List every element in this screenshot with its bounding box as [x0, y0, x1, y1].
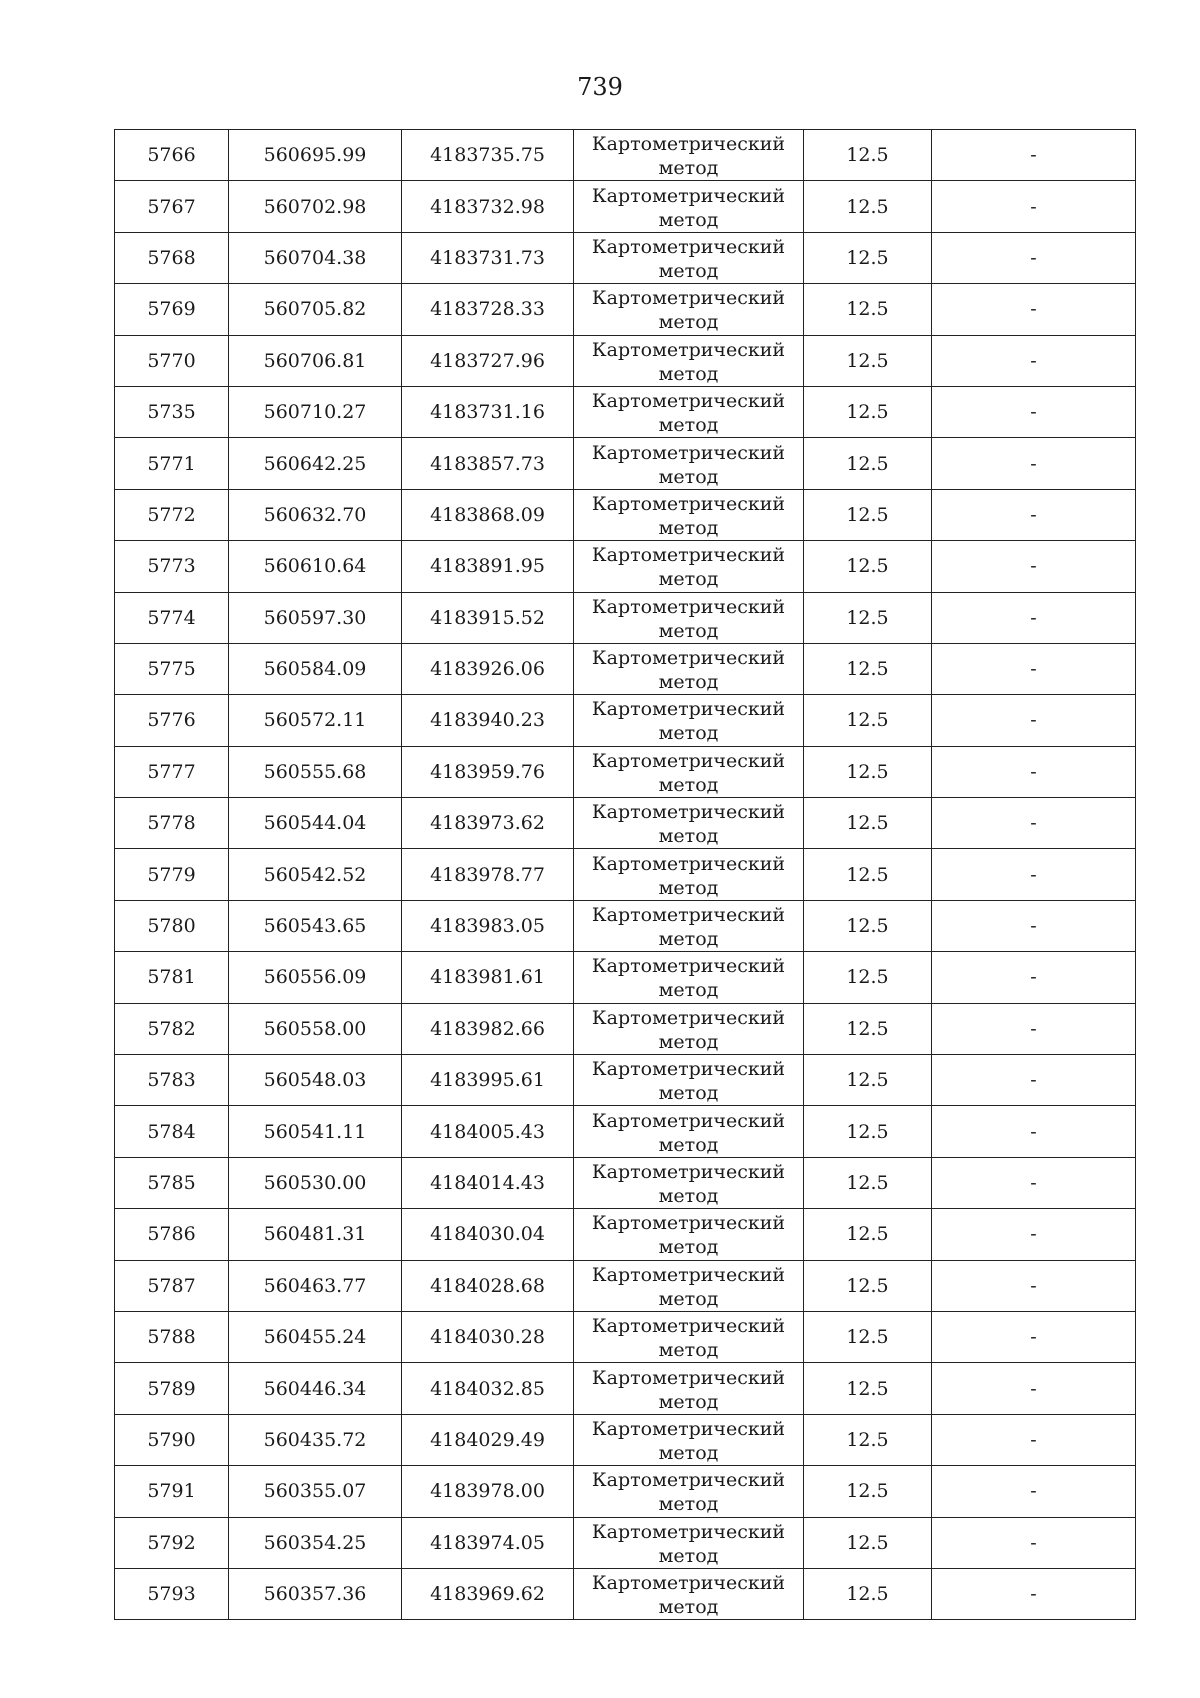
y-coordinate-cell: 4183857.73	[402, 438, 574, 489]
x-coordinate-cell: 560481.31	[229, 1209, 402, 1260]
accuracy-cell: 12.5	[804, 849, 932, 900]
note-cell: -	[932, 335, 1136, 386]
x-coordinate-cell: 560556.09	[229, 952, 402, 1003]
y-coordinate-cell: 4184005.43	[402, 1106, 574, 1157]
y-coordinate-cell: 4183735.75	[402, 130, 574, 181]
point-number-cell: 5787	[115, 1260, 229, 1311]
table-row	[115, 1363, 1136, 1414]
table-row	[115, 232, 1136, 283]
point-number-cell: 5768	[115, 232, 229, 283]
coordinates-table	[114, 129, 1136, 1620]
point-number-cell: 5779	[115, 849, 229, 900]
method-label-line1: Картометрический	[591, 184, 786, 207]
method-label-line2: метод	[658, 928, 719, 951]
point-number-cell: 5788	[115, 1311, 229, 1362]
method-cell	[574, 592, 804, 643]
note-cell: -	[932, 1466, 1136, 1517]
y-coordinate-cell: 4183868.09	[402, 489, 574, 540]
point-number-cell: 5790	[115, 1414, 229, 1465]
x-coordinate-cell: 560543.65	[229, 900, 402, 951]
method-label-line1: Картометрический	[591, 904, 786, 927]
method-cell	[574, 643, 804, 694]
x-coordinate-cell: 560706.81	[229, 335, 402, 386]
table-row	[115, 386, 1136, 437]
method-label-line1: Картометрический	[591, 1212, 786, 1235]
y-coordinate-cell: 4184030.04	[402, 1209, 574, 1260]
note-cell: -	[932, 1055, 1136, 1106]
point-number-cell: 5772	[115, 489, 229, 540]
note-cell: -	[932, 695, 1136, 746]
method-label-line1: Картометрический	[591, 1006, 786, 1029]
method-label-line1: Картометрический	[591, 852, 786, 875]
table-row	[115, 1466, 1136, 1517]
accuracy-cell: 12.5	[804, 643, 932, 694]
accuracy-cell: 12.5	[804, 592, 932, 643]
method-cell	[574, 386, 804, 437]
y-coordinate-cell: 4183926.06	[402, 643, 574, 694]
table-row	[115, 1568, 1136, 1619]
method-cell	[574, 849, 804, 900]
note-cell: -	[932, 900, 1136, 951]
method-label-line1: Картометрический	[591, 595, 786, 618]
point-number-cell: 5789	[115, 1363, 229, 1414]
accuracy-cell: 12.5	[804, 1517, 932, 1568]
table-row	[115, 900, 1136, 951]
y-coordinate-cell: 4183891.95	[402, 541, 574, 592]
note-cell: -	[932, 232, 1136, 283]
y-coordinate-cell: 4183732.98	[402, 181, 574, 232]
y-coordinate-cell: 4184029.49	[402, 1414, 574, 1465]
y-coordinate-cell: 4183727.96	[402, 335, 574, 386]
note-cell: -	[932, 1106, 1136, 1157]
method-label-line2: метод	[658, 1390, 719, 1413]
method-cell	[574, 335, 804, 386]
note-cell: -	[932, 489, 1136, 540]
accuracy-cell: 12.5	[804, 1466, 932, 1517]
x-coordinate-cell: 560558.00	[229, 1003, 402, 1054]
x-coordinate-cell: 560354.25	[229, 1517, 402, 1568]
method-cell	[574, 1055, 804, 1106]
x-coordinate-cell: 560463.77	[229, 1260, 402, 1311]
note-cell: -	[932, 1311, 1136, 1362]
method-label-line2: метод	[658, 414, 719, 437]
point-number-cell: 5769	[115, 284, 229, 335]
accuracy-cell: 12.5	[804, 1311, 932, 1362]
table-row	[115, 489, 1136, 540]
y-coordinate-cell: 4183983.05	[402, 900, 574, 951]
point-number-cell: 5776	[115, 695, 229, 746]
method-label-line2: метод	[658, 773, 719, 796]
accuracy-cell: 12.5	[804, 1363, 932, 1414]
method-label-line2: метод	[658, 722, 719, 745]
x-coordinate-cell: 560642.25	[229, 438, 402, 489]
note-cell: -	[932, 1209, 1136, 1260]
x-coordinate-cell: 560357.36	[229, 1568, 402, 1619]
point-number-cell: 5778	[115, 798, 229, 849]
x-coordinate-cell: 560544.04	[229, 798, 402, 849]
method-label-line1: Картометрический	[591, 1520, 786, 1543]
x-coordinate-cell: 560610.64	[229, 541, 402, 592]
method-cell	[574, 746, 804, 797]
note-cell: -	[932, 592, 1136, 643]
method-label-line2: метод	[658, 1287, 719, 1310]
accuracy-cell: 12.5	[804, 1260, 932, 1311]
note-cell: -	[932, 952, 1136, 1003]
note-cell: -	[932, 1363, 1136, 1414]
method-cell	[574, 1260, 804, 1311]
point-number-cell: 5792	[115, 1517, 229, 1568]
method-label-line2: метод	[658, 1236, 719, 1259]
method-label-line2: метод	[658, 259, 719, 282]
note-cell: -	[932, 1517, 1136, 1568]
method-label-line2: метод	[658, 157, 719, 180]
table-row	[115, 1157, 1136, 1208]
table-row	[115, 1055, 1136, 1106]
method-label-line1: Картометрический	[591, 133, 786, 156]
method-label-line2: метод	[658, 1030, 719, 1053]
method-label-line2: метод	[658, 979, 719, 1002]
x-coordinate-cell: 560572.11	[229, 695, 402, 746]
accuracy-cell: 12.5	[804, 1157, 932, 1208]
y-coordinate-cell: 4183731.73	[402, 232, 574, 283]
y-coordinate-cell: 4183974.05	[402, 1517, 574, 1568]
x-coordinate-cell: 560705.82	[229, 284, 402, 335]
method-cell	[574, 541, 804, 592]
method-cell	[574, 1568, 804, 1619]
x-coordinate-cell: 560702.98	[229, 181, 402, 232]
point-number-cell: 5780	[115, 900, 229, 951]
point-number-cell: 5785	[115, 1157, 229, 1208]
note-cell: -	[932, 746, 1136, 797]
method-label-line1: Картометрический	[591, 1263, 786, 1286]
method-cell	[574, 1414, 804, 1465]
table-row	[115, 695, 1136, 746]
method-cell	[574, 1106, 804, 1157]
y-coordinate-cell: 4183995.61	[402, 1055, 574, 1106]
method-label-line2: метод	[658, 825, 719, 848]
point-number-cell: 5771	[115, 438, 229, 489]
table-row	[115, 1414, 1136, 1465]
x-coordinate-cell: 560584.09	[229, 643, 402, 694]
method-label-line1: Картометрический	[591, 1109, 786, 1132]
accuracy-cell: 12.5	[804, 1003, 932, 1054]
method-label-line1: Картометрический	[591, 544, 786, 567]
table-row	[115, 746, 1136, 797]
table-row	[115, 181, 1136, 232]
y-coordinate-cell: 4183969.62	[402, 1568, 574, 1619]
point-number-cell: 5775	[115, 643, 229, 694]
table-row	[115, 643, 1136, 694]
method-label-line2: метод	[658, 465, 719, 488]
note-cell: -	[932, 181, 1136, 232]
method-cell	[574, 1466, 804, 1517]
method-label-line2: метод	[658, 1185, 719, 1207]
method-cell	[574, 1517, 804, 1568]
method-label-line1: Картометрический	[591, 390, 786, 413]
page-number: 739	[577, 73, 623, 101]
accuracy-cell: 12.5	[804, 541, 932, 592]
y-coordinate-cell: 4183978.77	[402, 849, 574, 900]
table-body	[115, 130, 1136, 1620]
table-row	[115, 541, 1136, 592]
y-coordinate-cell: 4183915.52	[402, 592, 574, 643]
x-coordinate-cell: 560695.99	[229, 130, 402, 181]
table-row	[115, 592, 1136, 643]
method-label-line1: Картометрический	[591, 801, 786, 824]
point-number-cell: 5781	[115, 952, 229, 1003]
accuracy-cell: 12.5	[804, 181, 932, 232]
method-label-line2: метод	[658, 1544, 719, 1567]
method-cell	[574, 1209, 804, 1260]
accuracy-cell: 12.5	[804, 952, 932, 1003]
method-cell	[574, 181, 804, 232]
method-cell	[574, 232, 804, 283]
table-row	[115, 798, 1136, 849]
table-row	[115, 438, 1136, 489]
accuracy-cell: 12.5	[804, 386, 932, 437]
y-coordinate-cell: 4183973.62	[402, 798, 574, 849]
x-coordinate-cell: 560710.27	[229, 386, 402, 437]
method-label-line1: Картометрический	[591, 1366, 786, 1389]
note-cell: -	[932, 1157, 1136, 1208]
accuracy-cell: 12.5	[804, 438, 932, 489]
method-cell	[574, 900, 804, 951]
note-cell: -	[932, 1260, 1136, 1311]
table-row	[115, 1106, 1136, 1157]
table-row	[115, 1209, 1136, 1260]
y-coordinate-cell: 4183731.16	[402, 386, 574, 437]
method-label-line1: Картометрический	[591, 1417, 786, 1440]
note-cell: -	[932, 643, 1136, 694]
note-cell: -	[932, 438, 1136, 489]
method-label-line2: метод	[658, 362, 719, 385]
method-cell	[574, 798, 804, 849]
accuracy-cell: 12.5	[804, 900, 932, 951]
table-row	[115, 335, 1136, 386]
x-coordinate-cell: 560435.72	[229, 1414, 402, 1465]
table-row	[115, 1003, 1136, 1054]
note-cell: -	[932, 284, 1136, 335]
point-number-cell: 5735	[115, 386, 229, 437]
table-row	[115, 849, 1136, 900]
method-label-line2: метод	[658, 1596, 719, 1619]
method-label-line1: Картометрический	[591, 647, 786, 670]
x-coordinate-cell: 560446.34	[229, 1363, 402, 1414]
accuracy-cell: 12.5	[804, 1568, 932, 1619]
y-coordinate-cell: 4183940.23	[402, 695, 574, 746]
method-label-line2: метод	[658, 1493, 719, 1516]
point-number-cell: 5791	[115, 1466, 229, 1517]
y-coordinate-cell: 4183959.76	[402, 746, 574, 797]
method-label-line1: Картометрический	[591, 1161, 786, 1183]
x-coordinate-cell: 560597.30	[229, 592, 402, 643]
table-row	[115, 952, 1136, 1003]
method-label-line2: метод	[658, 1133, 719, 1156]
method-label-line1: Картометрический	[591, 1058, 786, 1081]
method-label-line1: Картометрический	[591, 1572, 786, 1595]
accuracy-cell: 12.5	[804, 1106, 932, 1157]
note-cell: -	[932, 849, 1136, 900]
method-cell	[574, 1157, 804, 1208]
accuracy-cell: 12.5	[804, 1414, 932, 1465]
method-cell	[574, 130, 804, 181]
accuracy-cell: 12.5	[804, 284, 932, 335]
point-number-cell: 5777	[115, 746, 229, 797]
y-coordinate-cell: 4184030.28	[402, 1311, 574, 1362]
method-label-line2: метод	[658, 208, 719, 231]
method-label-line2: метод	[658, 671, 719, 694]
method-cell	[574, 952, 804, 1003]
note-cell: -	[932, 1003, 1136, 1054]
point-number-cell: 5774	[115, 592, 229, 643]
x-coordinate-cell: 560542.52	[229, 849, 402, 900]
point-number-cell: 5773	[115, 541, 229, 592]
y-coordinate-cell: 4183728.33	[402, 284, 574, 335]
accuracy-cell: 12.5	[804, 130, 932, 181]
y-coordinate-cell: 4183982.66	[402, 1003, 574, 1054]
point-number-cell: 5784	[115, 1106, 229, 1157]
x-coordinate-cell: 560632.70	[229, 489, 402, 540]
note-cell: -	[932, 130, 1136, 181]
method-cell	[574, 1003, 804, 1054]
point-number-cell: 5767	[115, 181, 229, 232]
point-number-cell: 5770	[115, 335, 229, 386]
accuracy-cell: 12.5	[804, 1055, 932, 1106]
method-label-line2: метод	[658, 568, 719, 591]
x-coordinate-cell: 560355.07	[229, 1466, 402, 1517]
method-cell	[574, 1311, 804, 1362]
accuracy-cell: 12.5	[804, 232, 932, 283]
accuracy-cell: 12.5	[804, 746, 932, 797]
method-label-line1: Картометрический	[591, 698, 786, 721]
accuracy-cell: 12.5	[804, 695, 932, 746]
method-cell	[574, 1363, 804, 1414]
x-coordinate-cell: 560541.11	[229, 1106, 402, 1157]
x-coordinate-cell: 560530.00	[229, 1157, 402, 1208]
accuracy-cell: 12.5	[804, 335, 932, 386]
method-label-line2: метод	[658, 876, 719, 899]
method-label-line2: метод	[658, 311, 719, 334]
method-label-line2: метод	[658, 1441, 719, 1464]
method-label-line1: Картометрический	[591, 338, 786, 361]
table-row	[115, 1517, 1136, 1568]
y-coordinate-cell: 4183981.61	[402, 952, 574, 1003]
point-number-cell: 5782	[115, 1003, 229, 1054]
accuracy-cell: 12.5	[804, 1209, 932, 1260]
x-coordinate-cell: 560555.68	[229, 746, 402, 797]
note-cell: -	[932, 1568, 1136, 1619]
x-coordinate-cell: 560704.38	[229, 232, 402, 283]
method-label-line2: метод	[658, 516, 719, 539]
y-coordinate-cell: 4184032.85	[402, 1363, 574, 1414]
method-cell	[574, 438, 804, 489]
table-row	[115, 130, 1136, 181]
y-coordinate-cell: 4183978.00	[402, 1466, 574, 1517]
note-cell: -	[932, 1414, 1136, 1465]
point-number-cell: 5783	[115, 1055, 229, 1106]
method-label-line1: Картометрический	[591, 1315, 786, 1338]
point-number-cell: 5766	[115, 130, 229, 181]
method-label-line1: Картометрический	[591, 441, 786, 464]
method-label-line1: Картометрический	[591, 1469, 786, 1492]
method-label-line1: Картометрический	[591, 492, 786, 515]
method-label-line2: метод	[658, 1339, 719, 1362]
table-row	[115, 1311, 1136, 1362]
accuracy-cell: 12.5	[804, 489, 932, 540]
point-number-cell: 5786	[115, 1209, 229, 1260]
method-label-line2: метод	[658, 1082, 719, 1105]
method-label-line1: Картометрический	[591, 955, 786, 978]
method-cell	[574, 489, 804, 540]
x-coordinate-cell: 560548.03	[229, 1055, 402, 1106]
accuracy-cell: 12.5	[804, 798, 932, 849]
y-coordinate-cell: 4184028.68	[402, 1260, 574, 1311]
method-cell	[574, 695, 804, 746]
method-label-line1: Картометрический	[591, 287, 786, 310]
note-cell: -	[932, 386, 1136, 437]
note-cell: -	[932, 541, 1136, 592]
table-row	[115, 1260, 1136, 1311]
x-coordinate-cell: 560455.24	[229, 1311, 402, 1362]
method-cell	[574, 284, 804, 335]
method-label-line1: Картометрический	[591, 749, 786, 772]
table-row	[115, 284, 1136, 335]
method-label-line2: метод	[658, 619, 719, 642]
note-cell: -	[932, 798, 1136, 849]
y-coordinate-cell: 4184014.43	[402, 1157, 574, 1208]
point-number-cell: 5793	[115, 1568, 229, 1619]
method-label-line1: Картометрический	[591, 235, 786, 258]
